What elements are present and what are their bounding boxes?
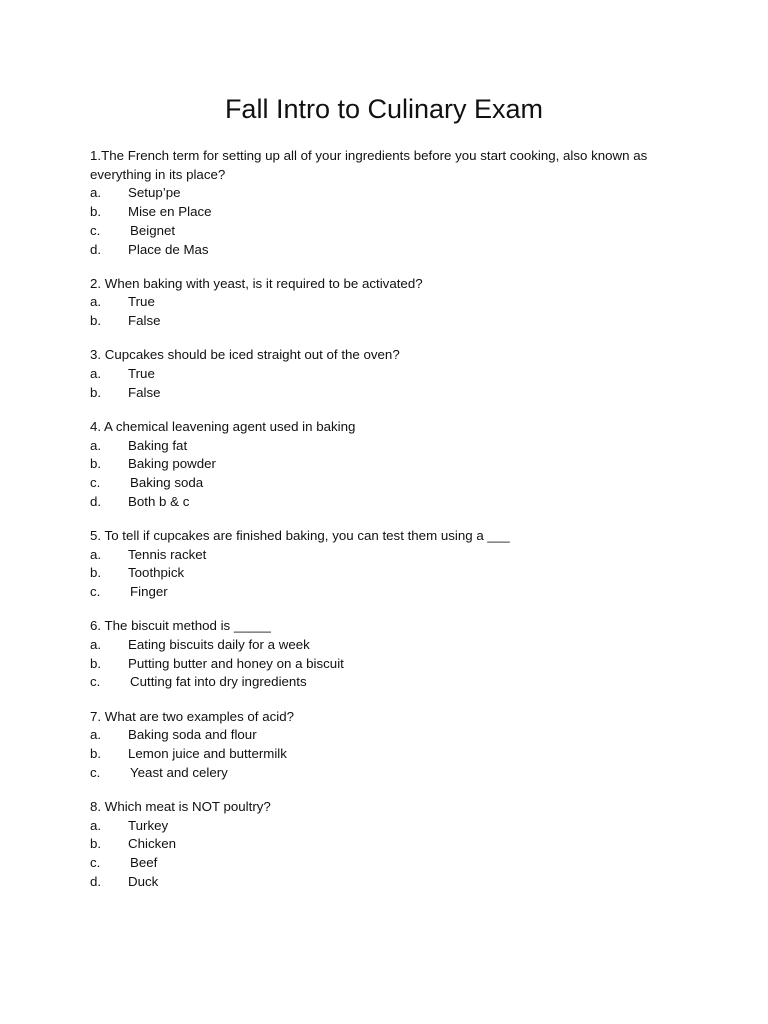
- option-d: [90, 493, 690, 512]
- option-a: [90, 293, 690, 312]
- option-b: [90, 745, 690, 764]
- option-text: Beef: [130, 855, 158, 870]
- option-a: [90, 437, 690, 456]
- option-text: True: [128, 366, 155, 382]
- option-text: Cutting fat into dry ingredients: [130, 674, 307, 690]
- option-text: True: [128, 294, 155, 310]
- option-text: False: [128, 313, 161, 329]
- question-text: 6. The biscuit method is _____: [90, 618, 271, 634]
- option-letter: d.: [90, 493, 102, 509]
- option-text: Setup’pe: [128, 185, 181, 201]
- option-d: [90, 873, 690, 892]
- option-a: [90, 726, 690, 745]
- option-b: [90, 564, 690, 583]
- option-d: [90, 241, 690, 260]
- option-list: [90, 726, 690, 782]
- option-letter: c.: [90, 674, 101, 690]
- option-letter: c.: [90, 764, 101, 780]
- option-a: [90, 184, 690, 203]
- option-text: Putting butter and honey on a biscuit: [128, 655, 344, 671]
- question-1: [90, 147, 690, 259]
- option-c: [90, 222, 690, 241]
- option-b: [90, 835, 690, 854]
- option-c: [90, 854, 690, 873]
- option-list: [90, 293, 690, 330]
- option-text: Mise en Place: [128, 204, 212, 220]
- option-list: [90, 365, 690, 402]
- option-text: Baking fat: [128, 437, 188, 453]
- option-text: Place de Mas: [128, 241, 209, 257]
- option-list: [90, 184, 690, 259]
- option-list: [90, 437, 690, 512]
- option-list: [90, 817, 690, 892]
- option-a: [90, 546, 690, 565]
- option-text: Yeast and celery: [130, 764, 228, 780]
- option-c: [90, 583, 690, 602]
- option-b: [90, 655, 690, 674]
- question-text: 8. Which meat is NOT poultry?: [90, 798, 271, 814]
- option-text: Toothpick: [128, 565, 185, 581]
- option-letter: b.: [90, 384, 102, 400]
- option-letter: a.: [90, 727, 102, 743]
- option-letter: c.: [90, 222, 101, 238]
- option-b: [90, 455, 690, 474]
- option-a: [90, 817, 690, 836]
- option-letter: a.: [90, 185, 102, 201]
- option-c: [90, 474, 690, 493]
- option-a: [90, 636, 690, 655]
- option-letter: b.: [90, 836, 102, 852]
- option-letter: c.: [90, 584, 101, 600]
- option-text: Lemon juice and buttermilk: [128, 745, 287, 761]
- question-list: [90, 147, 690, 907]
- option-b: [90, 312, 690, 331]
- question-3: [90, 346, 690, 402]
- option-text: Tennis racket: [128, 546, 207, 562]
- option-text: Baking powder: [128, 456, 216, 472]
- option-letter: a.: [90, 294, 102, 310]
- option-letter: b.: [90, 456, 102, 472]
- option-a: [90, 365, 690, 384]
- question-5: [90, 527, 690, 602]
- option-letter: d.: [90, 873, 102, 889]
- option-letter: a.: [90, 546, 102, 562]
- question-text: 7. What are two examples of acid?: [90, 708, 294, 724]
- option-letter: d.: [90, 241, 102, 257]
- option-text: Baking soda: [130, 475, 204, 491]
- exam-title: Fall Intro to Culinary Exam: [224, 94, 544, 124]
- option-b: [90, 203, 690, 222]
- question-8: [90, 798, 690, 892]
- question-text: 4. A chemical leavening agent used in baking: [90, 418, 356, 434]
- option-letter: a.: [90, 636, 102, 652]
- option-text: Chicken: [128, 836, 177, 852]
- question-7: [90, 708, 690, 783]
- option-text: Turkey: [128, 817, 169, 833]
- option-letter: b.: [90, 313, 102, 329]
- option-letter: b.: [90, 565, 102, 581]
- option-letter: a.: [90, 817, 102, 833]
- option-letter: a.: [90, 437, 102, 453]
- option-text: Baking soda and flour: [128, 727, 257, 743]
- option-text: False: [128, 384, 161, 400]
- option-text: Eating biscuits daily for a week: [128, 636, 310, 652]
- question-4: [90, 418, 690, 512]
- option-letter: c.: [90, 475, 101, 491]
- option-list: [90, 636, 690, 692]
- question-text: 5. To tell if cupcakes are finished baking, you can test them using a ___: [90, 527, 510, 543]
- question-6: [90, 617, 690, 692]
- option-letter: b.: [90, 655, 102, 671]
- option-c: [90, 673, 690, 692]
- option-letter: b.: [90, 745, 102, 761]
- option-text: Duck: [128, 873, 159, 889]
- option-b: [90, 384, 690, 403]
- option-text: Beignet: [130, 222, 176, 238]
- question-2: [90, 275, 690, 331]
- option-c: [90, 764, 690, 783]
- option-letter: b.: [90, 204, 102, 220]
- option-text: Finger: [130, 584, 168, 600]
- option-letter: c.: [90, 855, 101, 870]
- option-list: [90, 546, 690, 602]
- question-text: 3. Cupcakes should be iced straight out of the oven?: [90, 347, 400, 363]
- option-text: Both b & c: [128, 493, 190, 509]
- question-text: 1.The French term for setting up all of your ingredients before you start cooking, also known as everything in its place?: [90, 148, 648, 182]
- option-letter: a.: [90, 366, 102, 382]
- question-text: 2. When baking with yeast, is it required to be activated?: [90, 275, 423, 291]
